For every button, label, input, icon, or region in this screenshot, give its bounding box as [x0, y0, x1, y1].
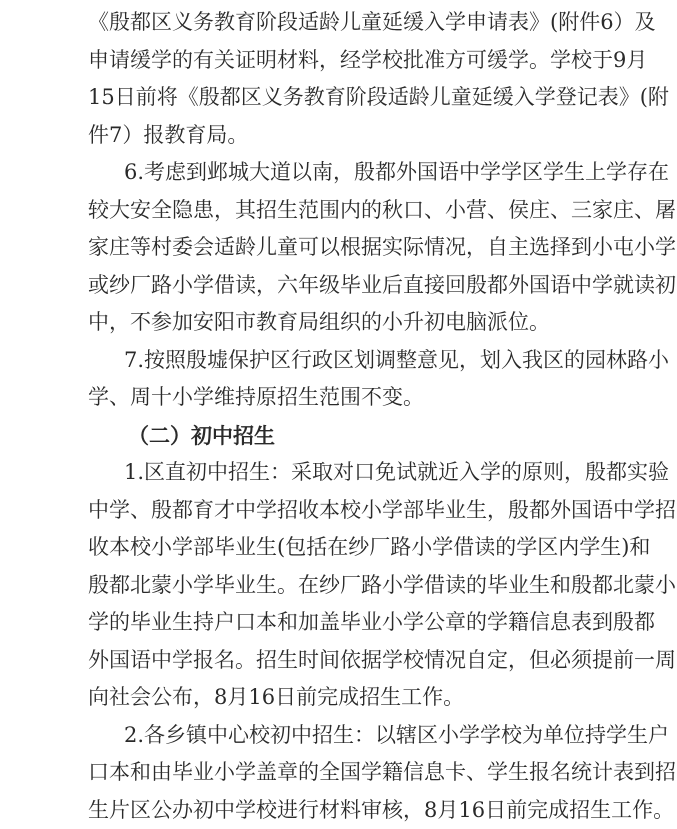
- text-line: 15日前将《殷都区义务教育阶段适龄儿童延缓入学登记表》(附: [88, 79, 619, 117]
- text-line: 收本校小学部毕业生(包括在纱厂路小学借读的学区内学生)和: [88, 529, 619, 567]
- text-line: 口本和由毕业小学盖章的全国学籍信息卡、学生报名统计表到招: [88, 754, 619, 792]
- text-line: 向社会公布，8月16日前完成招生工作。: [88, 679, 619, 717]
- text-line: 7.按照殷墟保护区行政区划调整意见，划入我区的园林路小: [88, 342, 619, 380]
- section-heading: （二）初中招生: [88, 417, 619, 455]
- text-line: 件7）报教育局。: [88, 117, 619, 155]
- text-line: 6.考虑到邺城大道以南，殷都外国语中学学区学生上学存在: [88, 154, 619, 192]
- text-line: 申请缓学的有关证明材料，经学校批准方可缓学。学校于9月: [88, 42, 619, 80]
- text-line: 殷都北蒙小学毕业生。在纱厂路小学借读的毕业生和殷都北蒙小: [88, 567, 619, 605]
- text-line: 2.各乡镇中心校初中招生：以辖区小学学校为单位持学生户: [88, 717, 619, 755]
- text-line: 中，不参加安阳市教育局组织的小升初电脑派位。: [88, 304, 619, 342]
- text-line: 较大安全隐患，其招生范围内的秋口、小营、侯庄、三家庄、屠: [88, 192, 619, 230]
- text-line: 中学、殷都育才中学招收本校小学部毕业生，殷都外国语中学招: [88, 492, 619, 530]
- text-line: 生片区公办初中学校进行材料审核，8月16日前完成招生工作。: [88, 792, 619, 829]
- text-line: 外国语中学报名。招生时间依据学校情况自定，但必须提前一周: [88, 642, 619, 680]
- text-line: 家庄等村委会适龄儿童可以根据实际情况，自主选择到小屯小学: [88, 229, 619, 267]
- text-line: 学的毕业生持户口本和加盖毕业小学公章的学籍信息表到殷都: [88, 604, 619, 642]
- text-line: 1.区直初中招生：采取对口免试就近入学的原则，殷都实验: [88, 454, 619, 492]
- text-line: 学、周十小学维持原招生范围不变。: [88, 379, 619, 417]
- text-line: 或纱厂路小学借读，六年级毕业后直接回殷都外国语中学就读初: [88, 267, 619, 305]
- text-line: 《殷都区义务教育阶段适龄儿童延缓入学申请表》(附件6）及: [88, 4, 619, 42]
- document-page: [88, 4, 619, 829]
